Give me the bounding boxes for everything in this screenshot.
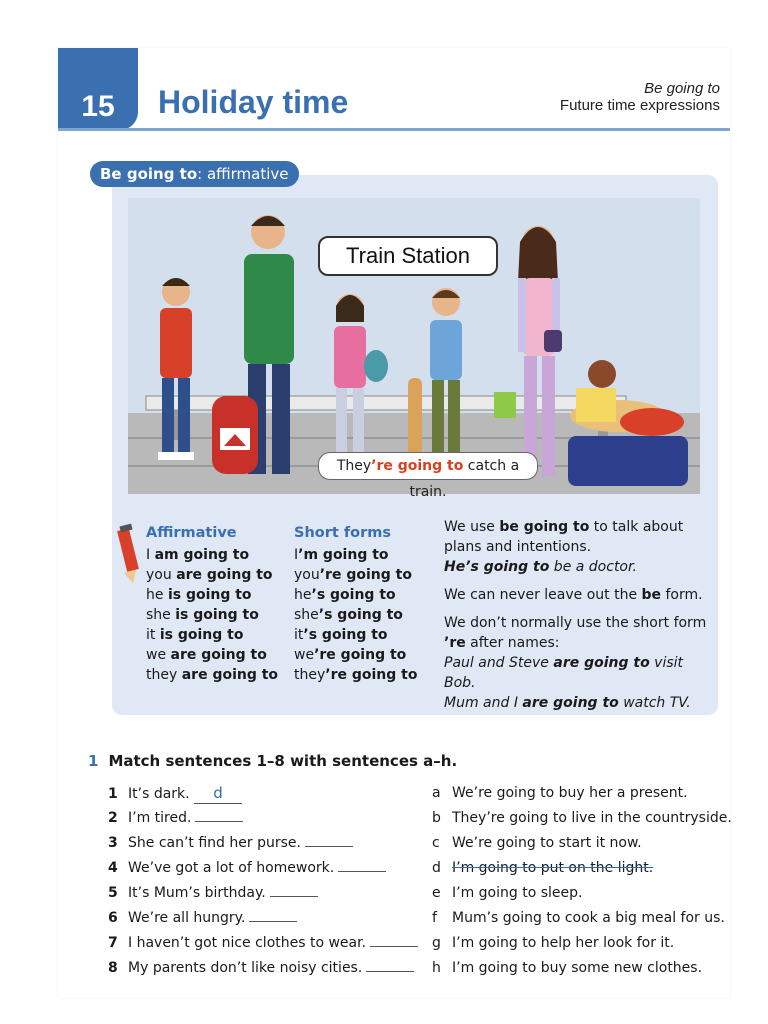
short-form-row: we’re going to	[294, 647, 407, 663]
rule-1: We use be going to to talk about plans and intentions. He’s going to be a doctor.	[444, 519, 684, 575]
affirmative-row: she is going to	[146, 607, 259, 623]
short-form-row: it’s going to	[294, 627, 388, 643]
exercise-left-item: 5 It’s Mum’s birthday.	[108, 883, 318, 903]
short-form-row: she’s going to	[294, 607, 403, 623]
affirmative-header: Affirmative	[146, 525, 237, 541]
answer-blank[interactable]	[249, 909, 297, 922]
short-form-row: he’s going to	[294, 587, 396, 603]
short-form-row: I’m going to	[294, 547, 389, 563]
topics	[560, 80, 720, 114]
header-divider	[58, 128, 730, 131]
exercise-left-item: 4 We’ve got a lot of homework.	[108, 858, 386, 878]
exercise-left-item: 7 I haven’t got nice clothes to wear.	[108, 933, 418, 953]
speech-bubble: They’re going to catch a train.	[318, 452, 538, 480]
topic-future-time: Future time expressions	[559, 97, 720, 114]
affirmative-row: we are going to	[146, 647, 267, 663]
short-forms-header: Short forms	[294, 525, 392, 541]
rule-2: We can never leave out the be form.	[444, 587, 703, 603]
answer-blank[interactable]	[305, 834, 353, 847]
exercise-right-item-used: d I’m going to put on the light.	[432, 860, 654, 876]
exercise-right-item: a We’re going to buy her a present.	[432, 785, 688, 801]
exercise-left-item: 6 We’re all hungry.	[108, 908, 297, 928]
exercise-left-item: 2 I’m tired.	[108, 808, 243, 828]
affirmative-row: it is going to	[146, 627, 244, 643]
answer-blank[interactable]	[370, 934, 418, 947]
red-bag	[212, 396, 258, 474]
exercise-right-item: h I’m going to buy some new clothes.	[432, 960, 703, 976]
exercise-right-item: e I’m going to sleep.	[432, 885, 583, 901]
answer-blank[interactable]	[366, 959, 414, 972]
page-title: Holiday time	[158, 84, 349, 120]
exercise-left-item: 8 My parents don’t like noisy cities.	[108, 958, 414, 978]
exercise-left-item: 3 She can’t find her purse.	[108, 833, 353, 853]
exercise-right-item: f Mum’s going to cook a big meal for us.	[432, 910, 725, 926]
affirmative-table	[146, 523, 278, 685]
topic-be-going-to: Be going to	[644, 80, 720, 97]
affirmative-row: I am going to	[146, 547, 250, 563]
unit-number: 15	[58, 48, 138, 130]
short-forms-table	[294, 523, 417, 685]
rule-3: We don’t normally use the short form ’re after names: Paul and Steve are going to visit Bob. Mum and I are going to watch TV.	[444, 615, 707, 711]
exercise-left-item: 1 It’s dark. d	[108, 783, 242, 804]
exercise-heading: 1 Match sentences 1–8 with sentences a–h.	[88, 752, 458, 770]
affirmative-row: they are going to	[146, 667, 279, 683]
short-form-row: they’re going to	[294, 667, 418, 683]
section-heading: Be going to: affirmative	[90, 161, 299, 187]
short-form-row: you’re going to	[294, 567, 412, 583]
answer-blank[interactable]	[270, 884, 318, 897]
affirmative-row: he is going to	[146, 587, 252, 603]
train-station-sign: Train Station	[318, 236, 498, 276]
answer-blank[interactable]	[195, 809, 243, 822]
pencil-icon	[114, 523, 144, 585]
grammar-rules	[444, 517, 709, 721]
affirmative-row: you are going to	[146, 567, 273, 583]
answer-blank[interactable]	[338, 859, 386, 872]
exercise-right-item: b They’re going to live in the countryside.	[432, 810, 732, 826]
exercise-right-item: g I’m going to help her look for it.	[432, 935, 675, 951]
exercise-right-item: c We’re going to start it now.	[432, 835, 642, 851]
answer-handwritten: d	[194, 783, 242, 804]
